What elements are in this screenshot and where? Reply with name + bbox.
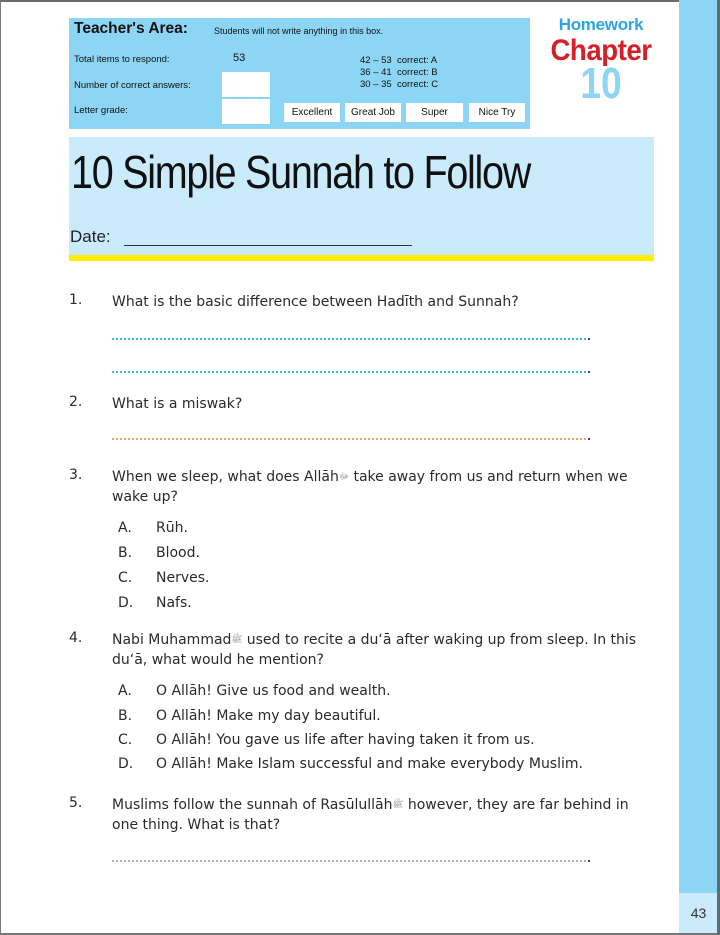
date-input-line[interactable] bbox=[124, 245, 412, 246]
question-text-part: Muslims follow the sunnah of Rasūlullāh bbox=[112, 797, 393, 813]
total-items-label: Total items to respond: bbox=[74, 54, 170, 65]
option-text: O Allāh! Make my day beautiful. bbox=[156, 708, 381, 724]
praise-great-job-button[interactable]: Great Job bbox=[345, 103, 401, 122]
option-letter: D. bbox=[118, 756, 134, 772]
honorific-icon: ﷺ bbox=[231, 635, 243, 645]
question-text bbox=[112, 795, 652, 835]
option-letter: D. bbox=[118, 595, 134, 611]
line-end-dot bbox=[588, 860, 590, 862]
question-text-part: used to recite a du‘ā after waking up from sleep. In this du‘ā, what would he mention? bbox=[112, 632, 637, 668]
line-end-dot bbox=[588, 338, 590, 340]
option-letter: A. bbox=[118, 683, 132, 699]
letter-grade-label: Letter grade: bbox=[74, 105, 128, 116]
line-end-dot bbox=[588, 438, 590, 440]
praise-super-button[interactable]: Super bbox=[406, 103, 463, 122]
option-text: Nafs. bbox=[156, 595, 192, 611]
date-label: Date: bbox=[70, 227, 111, 246]
answer-line-5[interactable] bbox=[112, 860, 586, 862]
honorific-icon: ﷺ bbox=[392, 800, 404, 810]
correct-answers-label: Number of correct answers: bbox=[74, 80, 191, 91]
option-text: O Allāh! Give us food and wealth. bbox=[156, 683, 391, 699]
option-letter: B. bbox=[118, 708, 133, 724]
option-letter: B. bbox=[118, 545, 133, 561]
answer-line-2[interactable] bbox=[112, 438, 586, 440]
total-items-value: 53 bbox=[233, 52, 246, 64]
option-text: Nerves. bbox=[156, 570, 210, 586]
question-text bbox=[112, 630, 652, 670]
correct-answers-field[interactable] bbox=[222, 72, 270, 97]
title-box bbox=[69, 137, 654, 255]
grade-scale-a: 42 – 53 correct: A bbox=[360, 55, 438, 66]
line-end-dot bbox=[588, 371, 590, 373]
chapter-label: Chapter bbox=[550, 34, 652, 67]
grade-scale bbox=[360, 55, 438, 91]
option-letter: C. bbox=[118, 570, 133, 586]
option-text: Blood. bbox=[156, 545, 200, 561]
question-text: What is the basic difference between Hadīth and Sunnah? bbox=[112, 294, 519, 310]
teacher-area-note: Students will not write anything in this box. bbox=[214, 26, 384, 36]
option-text: Rūh. bbox=[156, 520, 188, 536]
honorific-icon: ﷻ bbox=[338, 472, 349, 482]
chapter-number: 10 bbox=[580, 59, 622, 108]
teacher-area-box bbox=[69, 18, 530, 129]
page-title: 10 Simple Sunnah to Follow bbox=[71, 146, 531, 198]
praise-nice-try-button[interactable]: Nice Try bbox=[469, 103, 525, 122]
question-text-part: Nabi Muhammad bbox=[112, 632, 232, 648]
answer-line-1b[interactable] bbox=[112, 371, 586, 373]
letter-grade-field[interactable] bbox=[222, 99, 270, 124]
question-text-part: take away from us and return when we wake up? bbox=[112, 469, 628, 505]
option-text: O Allāh! You gave us life after having taken it from us. bbox=[156, 732, 535, 748]
question-number: 3. bbox=[69, 467, 83, 483]
chapter-header bbox=[541, 15, 661, 106]
question-text-part: When we sleep, what does Allāh bbox=[112, 469, 339, 485]
question-number: 1. bbox=[69, 292, 83, 308]
side-color-strip bbox=[679, 0, 718, 893]
option-text: O Allāh! Make Islam successful and make everybody Muslim. bbox=[156, 756, 583, 772]
question-number: 5. bbox=[69, 795, 83, 811]
answer-line-1a[interactable] bbox=[112, 338, 586, 340]
teacher-area-title: Teacher's Area: bbox=[74, 20, 188, 37]
question-text: What is a miswak? bbox=[112, 396, 243, 412]
yellow-divider bbox=[69, 255, 654, 261]
question-text bbox=[112, 467, 652, 507]
option-letter: A. bbox=[118, 520, 132, 536]
question-number: 4. bbox=[69, 630, 83, 646]
question-number: 2. bbox=[69, 394, 83, 410]
grade-scale-b: 36 – 41 correct: B bbox=[360, 67, 438, 78]
question-text-part: however, they are far behind in one thing. What is that? bbox=[112, 797, 629, 833]
homework-label: Homework bbox=[558, 15, 644, 34]
grade-scale-c: 30 – 35 correct: C bbox=[360, 79, 439, 90]
option-letter: C. bbox=[118, 732, 133, 748]
page-number: 43 bbox=[679, 893, 718, 933]
praise-excellent-button[interactable]: Excellent bbox=[284, 103, 340, 122]
